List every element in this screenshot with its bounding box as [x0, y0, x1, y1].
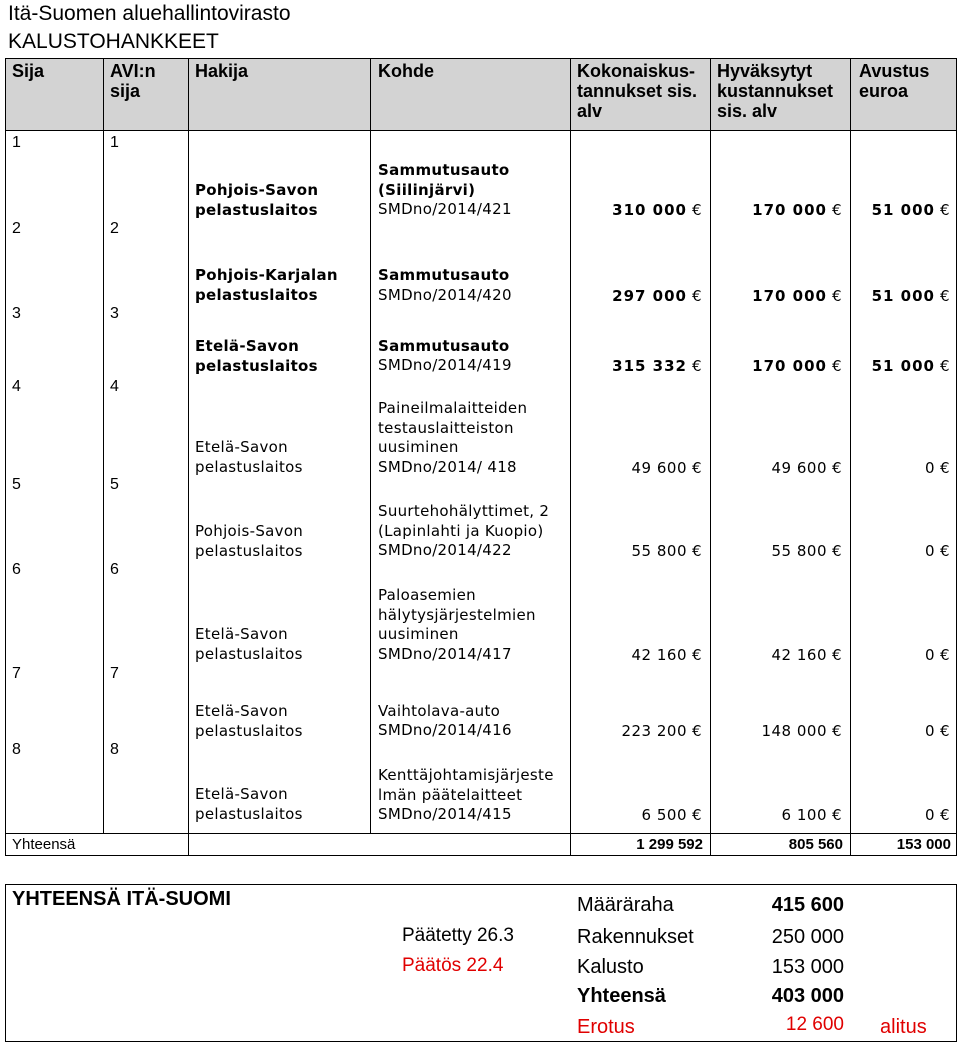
total-kokonais: 1 299 592 [636, 836, 703, 853]
entry-1-avustus: 51 000 [871, 201, 935, 219]
euro-sign: € [832, 646, 842, 664]
rank-avi-4: 4 [110, 378, 119, 395]
summary-value-kalusto: 153 000 [771, 956, 844, 978]
summary-label-rakennukset: Rakennukset [577, 926, 694, 948]
euro-sign: € [692, 201, 702, 219]
entry-6-kohde: Paloasemien hälytysjärjestelmien uusiminen [378, 586, 536, 643]
header-hyvaksytyt-kustannukset: Hyväksytyt kustannukset sis. alv [717, 61, 834, 121]
entry-8-hakija: Etelä-Savon pelastuslaitos [195, 785, 303, 823]
entry-4-dno: SMDno/2014/ 418 [378, 458, 517, 476]
entry-7-avustus: 0 [924, 722, 935, 740]
rank-avi-1: 1 [110, 134, 119, 151]
entry-7-hakija: Etelä-Savon pelastuslaitos [195, 702, 303, 740]
entry-2-hakija: Pohjois-Karjalan pelastuslaitos [195, 266, 338, 304]
euro-sign: € [832, 542, 842, 560]
entry-5-kokonais: 55 800 [631, 542, 687, 560]
euro-sign: € [692, 722, 702, 740]
euro-sign: € [692, 287, 702, 305]
rank-sija-3: 3 [12, 305, 21, 322]
rank-avi-6: 6 [110, 561, 119, 578]
rank-avi-5: 5 [110, 476, 119, 493]
euro-sign: € [832, 287, 842, 305]
entry-7-kokonais: 223 200 [621, 722, 687, 740]
entry-8-hyvaksytyt: 6 100 [781, 806, 827, 824]
euro-sign: € [692, 542, 702, 560]
entry-3-hyvaksytyt: 170 000 [752, 357, 827, 375]
rank-sija-4: 4 [12, 378, 21, 395]
page-subtitle: KALUSTOHANKKEET [8, 30, 219, 53]
total-avustus: 153 000 [896, 836, 951, 853]
entry-2-dno: SMDno/2014/420 [378, 286, 512, 304]
header-avustus: Avustus euroa [859, 61, 930, 101]
rank-sija-5: 5 [12, 476, 21, 493]
summary-value-erotus: 12 600 [785, 1014, 844, 1035]
entry-8-dno: SMDno/2014/415 [378, 805, 512, 823]
summary-value-maararaha: 415 600 [771, 894, 844, 916]
summary-label-maararaha: Määräraha [577, 894, 674, 916]
euro-sign: € [940, 287, 950, 305]
entry-5-hyvaksytyt: 55 800 [771, 542, 827, 560]
euro-sign: € [940, 806, 950, 824]
rank-sija-6: 6 [12, 561, 21, 578]
summary-paatetty: Päätetty 26.3 [402, 925, 514, 946]
header-kokonaiskustannukset: Kokonaiskus-tannukset sis. alv [577, 61, 698, 121]
entry-8-kohde: Kenttäjohtamisjärjeste lmän päätelaitteet [378, 766, 554, 804]
summary-label-erotus: Erotus [577, 1016, 635, 1038]
rank-sija-8: 8 [12, 741, 21, 758]
summary-value-yhteensa: 403 000 [771, 985, 844, 1007]
total-hyvaksytyt: 805 560 [788, 836, 843, 853]
entry-7-kohde: Vaihtolava-auto [378, 702, 501, 720]
entry-3-kokonais: 315 332 [612, 357, 687, 375]
euro-sign: € [940, 646, 950, 664]
entry-4-hakija: Etelä-Savon pelastuslaitos [195, 438, 303, 476]
entry-5-kohde: Suurtehohälyttimet, 2 (Lapinlahti ja Kuopio) [378, 502, 550, 540]
entry-4-hyvaksytyt: 49 600 [771, 459, 827, 477]
entry-1-kohde: Sammutusauto (Siilinjärvi) [378, 161, 510, 199]
entry-7-hyvaksytyt: 148 000 [761, 722, 827, 740]
euro-sign: € [832, 806, 842, 824]
rank-avi-8: 8 [110, 741, 119, 758]
header-kohde: Kohde [378, 61, 434, 81]
rank-avi-3: 3 [110, 305, 119, 322]
entry-1-kokonais: 310 000 [612, 201, 687, 219]
entry-5-dno: SMDno/2014/422 [378, 541, 512, 559]
rank-sija-2: 2 [12, 220, 21, 237]
entry-5-avustus: 0 [924, 542, 935, 560]
summary-paatos: Päätös 22.4 [402, 955, 504, 976]
euro-sign: € [940, 542, 950, 560]
rank-avi-2: 2 [110, 220, 119, 237]
entry-4-avustus: 0 [924, 459, 935, 477]
euro-sign: € [692, 806, 702, 824]
entry-3-avustus: 51 000 [871, 357, 935, 375]
entry-6-kokonais: 42 160 [631, 646, 687, 664]
total-label: Yhteensä [12, 836, 76, 853]
entry-6-hakija: Etelä-Savon pelastuslaitos [195, 625, 303, 663]
entry-1-hakija: Pohjois-Savon pelastuslaitos [195, 181, 319, 219]
rank-avi-7: 7 [110, 665, 119, 682]
entry-4-kokonais: 49 600 [631, 459, 687, 477]
euro-sign: € [692, 646, 702, 664]
page-title: Itä-Suomen aluehallintovirasto [8, 2, 291, 25]
rank-sija-7: 7 [12, 665, 21, 682]
entry-8-kokonais: 6 500 [641, 806, 687, 824]
euro-sign: € [832, 459, 842, 477]
entry-3-kohde: Sammutusauto [378, 337, 510, 355]
euro-sign: € [832, 722, 842, 740]
euro-sign: € [940, 357, 950, 375]
entry-7-dno: SMDno/2014/416 [378, 721, 512, 739]
entry-2-kohde: Sammutusauto [378, 266, 510, 284]
euro-sign: € [832, 201, 842, 219]
summary-label-kalusto: Kalusto [577, 956, 644, 978]
entry-4-kohde: Paineilmalaitteiden testauslaitteiston uusiminen [378, 399, 528, 456]
header-avi-sija: AVI:n sija [110, 61, 156, 101]
entry-6-hyvaksytyt: 42 160 [771, 646, 827, 664]
entry-1-dno: SMDno/2014/421 [378, 200, 512, 218]
euro-sign: € [832, 357, 842, 375]
entry-2-avustus: 51 000 [871, 287, 935, 305]
entry-2-kokonais: 297 000 [612, 287, 687, 305]
header-hakija: Hakija [195, 61, 249, 81]
entry-1-hyvaksytyt: 170 000 [752, 201, 827, 219]
euro-sign: € [692, 357, 702, 375]
entry-3-hakija: Etelä-Savon pelastuslaitos [195, 337, 318, 375]
entry-2-hyvaksytyt: 170 000 [752, 287, 827, 305]
entry-6-dno: SMDno/2014/417 [378, 645, 512, 663]
rank-sija-1: 1 [12, 134, 21, 151]
summary-note-alitus: alitus [880, 1016, 927, 1038]
summary-title: YHTEENSÄ ITÄ-SUOMI [12, 888, 231, 910]
euro-sign: € [692, 459, 702, 477]
euro-sign: € [940, 459, 950, 477]
summary-label-yhteensa: Yhteensä [577, 985, 666, 1007]
entry-8-avustus: 0 [924, 806, 935, 824]
summary-value-rakennukset: 250 000 [771, 926, 844, 948]
entry-5-hakija: Pohjois-Savon pelastuslaitos [195, 522, 304, 560]
euro-sign: € [940, 722, 950, 740]
header-sija: Sija [12, 61, 45, 81]
entry-6-avustus: 0 [924, 646, 935, 664]
entry-3-dno: SMDno/2014/419 [378, 356, 512, 374]
euro-sign: € [940, 201, 950, 219]
